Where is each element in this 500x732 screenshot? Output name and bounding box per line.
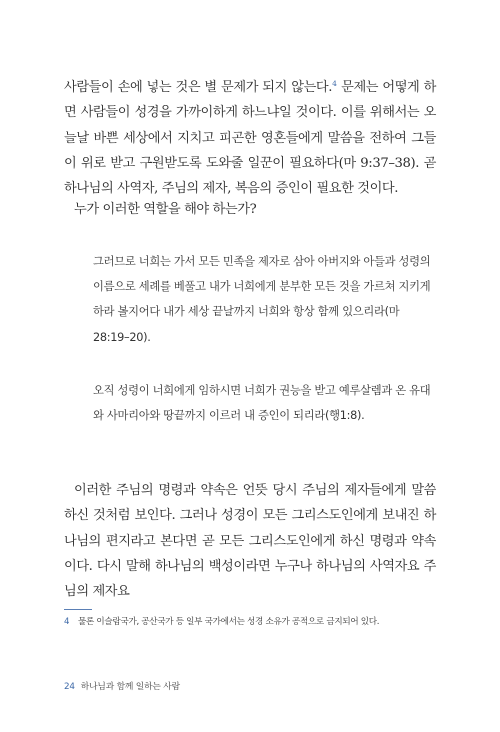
body-paragraph-2: 이러한 주님의 명령과 약속은 언뜻 당시 주님의 제자들에게 말씀하신 것처럼 보인다. 그러나 성경이 모든 그리스도인에게 보내진 하나님의 편지라고 본다면 곧 모든 그리스도인에게 하신 명령과 약속이다. 다시 말해 하나님의 백성이라면 누구나 하나님의 사역자요 주님의 제자요 [64, 483, 436, 600]
page-number: 24 [64, 682, 75, 692]
footnote-text: 물론 이슬람국가, 공산국가 등 일부 국가에서는 성경 소유가 공적으로 금지되어 있다. [78, 617, 380, 627]
running-title: 하나님과 함께 일하는 사람 [80, 682, 180, 692]
scripture-quote-acts: 오직 성령이 너희에게 임하시면 너희가 권능을 받고 예루살렘과 온 유대와 사마리아와 땅끝까지 이르러 내 증인이 되리라(행1:8). [93, 384, 431, 423]
footnote-4 [64, 616, 436, 629]
page-footer [64, 681, 180, 693]
paragraph-1-part-1: 사람들이 손에 넣는 것은 별 문제가 되지 않는다. [64, 80, 333, 95]
book-page [64, 0, 436, 732]
footnote-ref-4[interactable]: 4 [332, 79, 337, 88]
footnote-divider [64, 609, 92, 610]
scripture-quote-matthew: 그러므로 너희는 가서 모든 민족을 제자로 삼아 아버지와 아들과 성령의 이름으로 세례를 베풀고 내가 너희에게 분부한 모든 것을 가르쳐 지키게 하라 볼지어다 내가 세상 끝날까지 너희와 항상 함께 있으리라(마 28:19–20). [93, 255, 431, 344]
paragraph-1-part-2: 문제는 어떻게 하면 사람들이 성경을 가까이하게 하느냐일 것이다. 이를 위해서는 오늘날 바쁜 세상에서 지치고 피곤한 영혼들에게 말씀을 전하여 그들이 위로 받고 구원받도록 도와줄 일꾼이 필요하다(마 9:37–38). 곧 하나님의 사역자, 주님의 제자, 복음의 증인이 필요한 것이다. [64, 80, 436, 197]
body-paragraph-1 [64, 71, 436, 201]
question-line: 누가 이러한 역할을 해야 하는가? [74, 202, 257, 217]
footnote-number: 4 [64, 617, 70, 627]
